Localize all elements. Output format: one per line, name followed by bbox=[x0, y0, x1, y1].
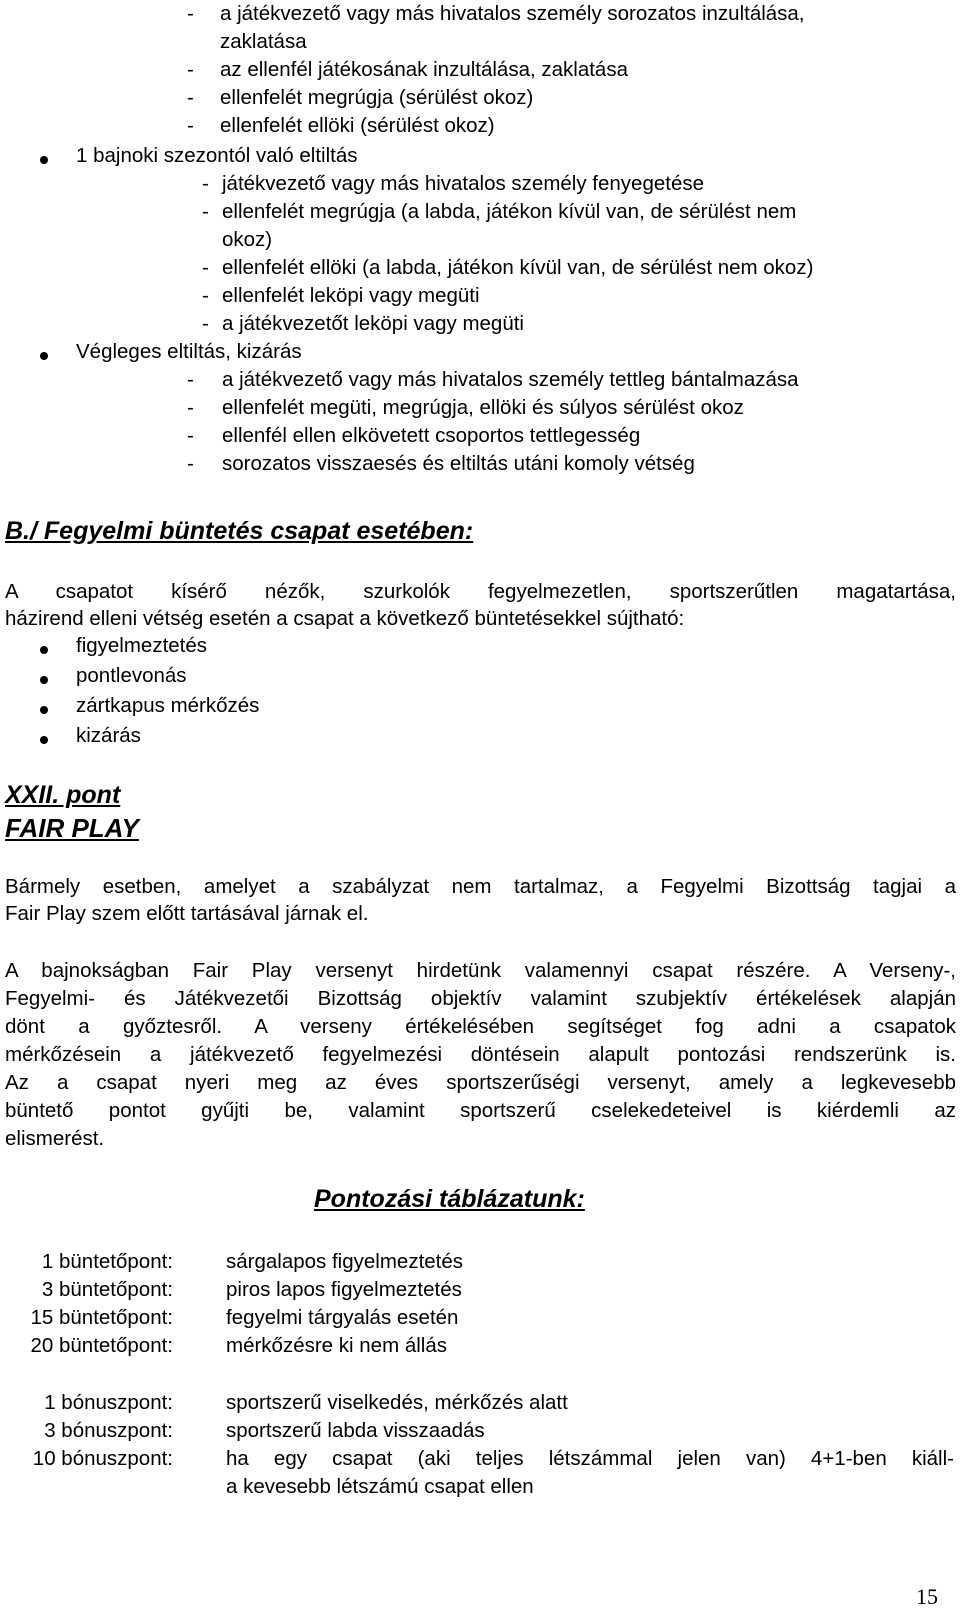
section-number-heading: XXII. pont bbox=[5, 781, 121, 809]
list-item: ellenfelét megrúgja (a labda, játékon kívül van, de sérülést nem bbox=[222, 200, 797, 223]
list-item: a játékvezetőt leköpi vagy megüti bbox=[222, 312, 524, 335]
list-item: játékvezető vagy más hivatalos személy fenyegetése bbox=[222, 172, 705, 195]
list-item: ellenfél ellen elkövetett csoportos tettlegesség bbox=[222, 424, 641, 447]
paragraph-line: elismerést. bbox=[5, 1127, 105, 1150]
bonus-points: 1 bónuszpont: bbox=[44, 1391, 173, 1414]
list-dash: - bbox=[202, 284, 209, 307]
list-item: a játékvezető vagy más hivatalos személy sorozatos inzultálása, bbox=[220, 2, 805, 25]
penalty-description: mérkőzésre ki nem állás bbox=[226, 1334, 448, 1357]
penalty-points: 15 büntetőpont: bbox=[30, 1306, 173, 1329]
list-dash: - bbox=[187, 58, 194, 81]
bonus-description: ha egy csapat (aki teljes létszámmal jelen van) 4+1-ben kiáll- bbox=[226, 1447, 954, 1470]
penalty-points: 1 büntetőpont: bbox=[41, 1250, 173, 1273]
list-dash: - bbox=[187, 368, 194, 391]
paragraph-line: mérkőzésein a játékvezető fegyelmezési döntésein alapult pontozási rendszerünk is. bbox=[5, 1043, 956, 1066]
paragraph-line: A csapatot kísérő nézők, szurkolók fegyelmezetlen, sportszerűtlen magatartása, bbox=[5, 580, 956, 603]
list-dash: - bbox=[187, 86, 194, 109]
penalty-item: zártkapus mérkőzés bbox=[76, 694, 260, 717]
list-item-continuation: okoz) bbox=[222, 228, 273, 251]
penalty-points: 20 büntetőpont: bbox=[30, 1334, 173, 1357]
bullet-icon bbox=[40, 736, 48, 744]
list-dash: - bbox=[202, 256, 209, 279]
section-title-heading: FAIR PLAY bbox=[5, 813, 139, 843]
bullet-icon bbox=[40, 676, 48, 684]
bullet-icon bbox=[40, 352, 48, 360]
paragraph-line: Fegyelmi- és Játékvezetői Bizottság objektív valamint szubjektív értékelések alapján bbox=[5, 987, 956, 1010]
penalty-item: kizárás bbox=[76, 724, 141, 747]
list-item: ellenfelét leköpi vagy megüti bbox=[222, 284, 480, 307]
list-dash: - bbox=[202, 172, 209, 195]
penalty-item: figyelmeztetés bbox=[76, 634, 208, 657]
scoring-heading: Pontozási táblázatunk: bbox=[314, 1185, 585, 1213]
paragraph-line: dönt a győztesről. A verseny értékelésében segítséget fog adni a csapatok bbox=[5, 1015, 956, 1038]
list-item-continuation: zaklatása bbox=[220, 30, 307, 53]
list-dash: - bbox=[187, 2, 194, 25]
list-item: ellenfelét megrúgja (sérülést okoz) bbox=[220, 86, 534, 109]
list-item: a játékvezető vagy más hivatalos személy tettleg bántalmazása bbox=[222, 368, 799, 391]
list-item: az ellenfél játékosának inzultálása, zaklatása bbox=[220, 58, 628, 81]
bullet-icon bbox=[40, 156, 48, 164]
list-dash: - bbox=[187, 396, 194, 419]
bullet-icon bbox=[40, 646, 48, 654]
bonus-description-continuation: a kevesebb létszámú csapat ellen bbox=[226, 1475, 534, 1498]
paragraph-line: büntető pontot gyűjti be, valamint sportszerű cselekedeteivel is kiérdemli az bbox=[5, 1099, 956, 1122]
bonus-description: sportszerű labda visszaadás bbox=[226, 1419, 485, 1442]
penalty-item: pontlevonás bbox=[76, 664, 187, 687]
list-dash: - bbox=[187, 424, 194, 447]
penalty-description: fegyelmi tárgyalás esetén bbox=[226, 1306, 459, 1329]
list-item: ellenfelét megüti, megrúgja, ellöki és súlyos sérülést okoz bbox=[222, 396, 744, 419]
paragraph-line: házirend elleni vétség esetén a csapat a következő büntetésekkel sújtható: bbox=[5, 607, 685, 630]
paragraph-line: Bármely esetben, amelyet a szabályzat nem tartalmaz, a Fegyelmi Bizottság tagjai a bbox=[5, 875, 956, 898]
list-dash: - bbox=[187, 114, 194, 137]
list-item: ellenfelét ellöki (sérülést okoz) bbox=[220, 114, 495, 137]
bonus-points: 3 bónuszpont: bbox=[44, 1419, 173, 1442]
list-item: sorozatos visszaesés és eltiltás utáni komoly vétség bbox=[222, 452, 695, 475]
bullet-heading: Végleges eltiltás, kizárás bbox=[76, 340, 302, 363]
paragraph-line: A bajnokságban Fair Play versenyt hirdetünk valamennyi csapat részére. A Verseny-, bbox=[5, 959, 956, 982]
bullet-heading: 1 bajnoki szezontól való eltiltás bbox=[76, 144, 358, 167]
penalty-description: sárgalapos figyelmeztetés bbox=[226, 1250, 464, 1273]
penalty-description: piros lapos figyelmeztetés bbox=[226, 1278, 462, 1301]
page-number: 15 bbox=[916, 1584, 938, 1609]
bonus-description: sportszerű viselkedés, mérkőzés alatt bbox=[226, 1391, 568, 1414]
section-heading: B./ Fegyelmi büntetés csapat esetében: bbox=[5, 517, 474, 545]
bonus-points: 10 bónuszpont: bbox=[32, 1447, 173, 1470]
list-dash: - bbox=[202, 200, 209, 223]
bullet-icon bbox=[40, 706, 48, 714]
paragraph-line: Az a csapat nyeri meg az éves sportszerűségi versenyt, amely a legkevesebb bbox=[5, 1071, 956, 1094]
list-item: ellenfelét ellöki (a labda, játékon kívül van, de sérülést nem okoz) bbox=[222, 256, 814, 279]
penalty-points: 3 büntetőpont: bbox=[41, 1278, 173, 1301]
paragraph-line: Fair Play szem előtt tartásával járnak el. bbox=[5, 902, 369, 925]
list-dash: - bbox=[202, 312, 209, 335]
list-dash: - bbox=[187, 452, 194, 475]
